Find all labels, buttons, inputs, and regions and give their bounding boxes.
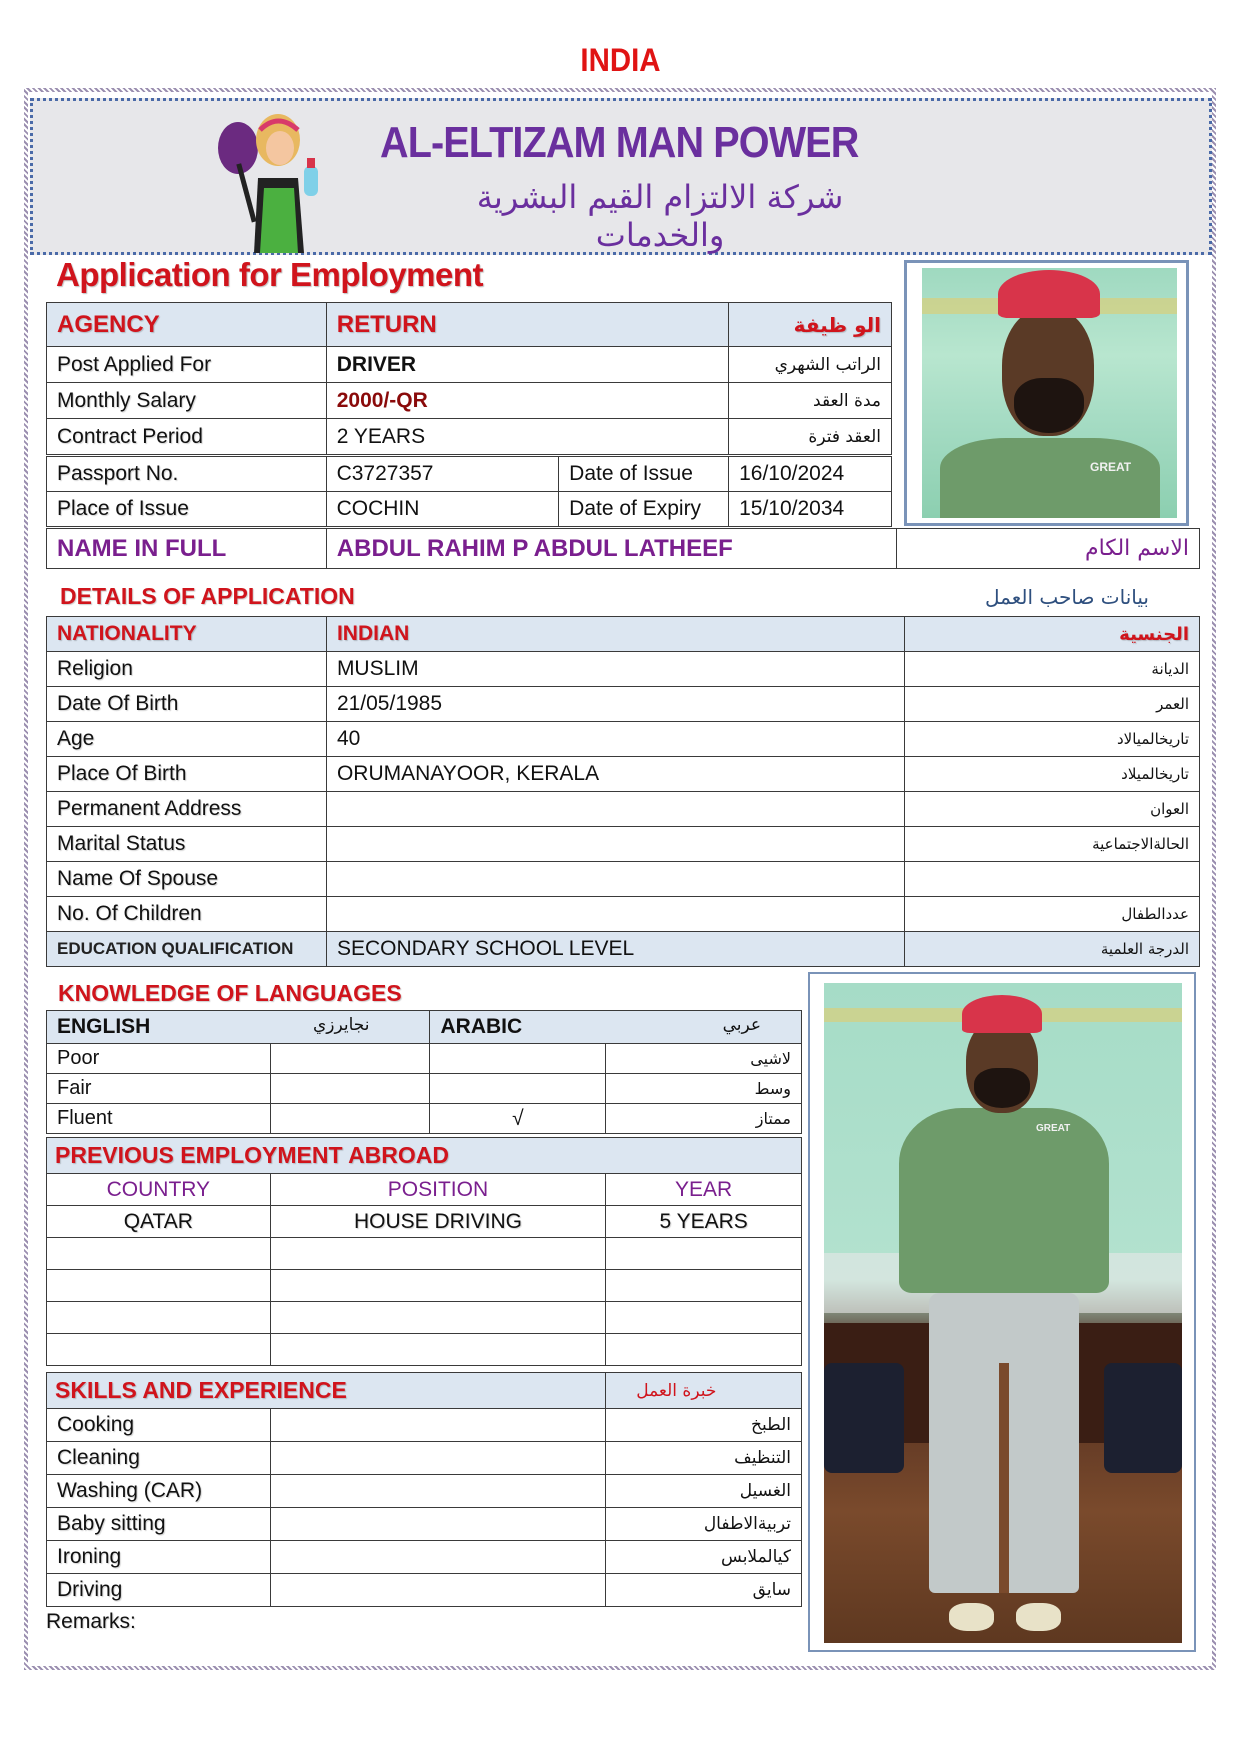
- place-of-birth-label: Place Of Birth: [47, 757, 327, 792]
- table-row: [47, 1206, 802, 1238]
- post-applied-label: Post Applied For: [47, 347, 327, 383]
- table-row: [47, 1541, 802, 1574]
- skill-ironing: Ironing: [47, 1541, 271, 1574]
- table-row: [47, 862, 1200, 897]
- education-label: EDUCATION QUALIFICATION: [47, 932, 327, 967]
- full-name-ar: الاسم الكام: [897, 529, 1200, 569]
- column-headers: [47, 1174, 802, 1206]
- table-row: [47, 687, 1200, 722]
- languages-table: [46, 1010, 802, 1134]
- skill-driving-ar: سايق: [606, 1574, 802, 1607]
- table-row: [47, 347, 892, 383]
- form-title: Application for Employment: [56, 256, 484, 293]
- address-ar: العوان: [905, 792, 1200, 827]
- post-applied-value: DRIVER: [326, 347, 728, 383]
- place-of-issue-label: Place of Issue: [47, 492, 327, 527]
- details-table: [46, 616, 1200, 967]
- table-row: [47, 419, 892, 455]
- skill-washing: Washing (CAR): [47, 1475, 271, 1508]
- english-poor-cell: [270, 1044, 430, 1074]
- english-fair-cell: [270, 1074, 430, 1104]
- arabic-label-ar: عربي: [722, 1015, 761, 1035]
- contract-period-label: Contract Period: [47, 419, 327, 455]
- place-of-birth-ar: تاريخالميلاد: [905, 757, 1200, 792]
- education-ar: الدرجة العلمية: [905, 932, 1200, 967]
- level-fair-ar: وسط: [606, 1074, 802, 1104]
- agency-row: [47, 303, 892, 347]
- table-row: [47, 1270, 802, 1302]
- company-name-en: AL-ELTIZAM MAN POWER: [380, 118, 859, 167]
- post-applied-ar: الراتب الشهري: [729, 347, 892, 383]
- table-row: [47, 1302, 802, 1334]
- religion-label: Religion: [47, 652, 327, 687]
- position-table: [46, 302, 892, 455]
- skill-baby-sitting-ar: تربيةالاطفال: [606, 1508, 802, 1541]
- children-label: No. Of Children: [47, 897, 327, 932]
- contract-period-ar: العقد فترة: [729, 419, 892, 455]
- skills-table: [46, 1372, 802, 1607]
- col-position: POSITION: [270, 1174, 606, 1206]
- country-title: INDIA: [580, 42, 661, 78]
- level-fair: Fair: [47, 1074, 271, 1104]
- shirt-text: GREAT: [1036, 1123, 1071, 1134]
- table-row: [47, 1104, 802, 1134]
- nationality-ar: الجنسية: [905, 617, 1200, 652]
- previous-employment-title: PREVIOUS EMPLOYMENT ABROAD: [47, 1138, 802, 1174]
- prev-position: HOUSE DRIVING: [270, 1206, 606, 1238]
- marital-status-ar: الحالةالاجتماعية: [905, 827, 1200, 862]
- table-row: [47, 492, 892, 527]
- table-row: [47, 1334, 802, 1366]
- children-ar: عددالطفال: [905, 897, 1200, 932]
- level-poor-ar: لاشيى: [606, 1044, 802, 1074]
- arabic-poor-cell: [430, 1044, 606, 1074]
- marital-status-value: [326, 827, 904, 862]
- address-value: [326, 792, 904, 827]
- skill-baby-sitting: Baby sitting: [47, 1508, 271, 1541]
- table-row: [47, 757, 1200, 792]
- salary-value: 2000/-QR: [326, 383, 728, 419]
- skill-ironing-ar: كيالملابس: [606, 1541, 802, 1574]
- issue-date-label: Date of Issue: [559, 457, 729, 492]
- agency-label-ar: الو ظيفة: [729, 303, 892, 347]
- full-body-photo: [824, 983, 1182, 1643]
- arabic-fair-cell: [430, 1074, 606, 1104]
- languages-section-title: KNOWLEDGE OF LANGUAGES: [58, 980, 402, 1006]
- maid-cartoon-logo-icon: [208, 108, 338, 258]
- skills-section-title: SKILLS AND EXPERIENCE: [47, 1373, 606, 1409]
- age-label: Age: [47, 722, 327, 757]
- table-row: [47, 529, 1200, 569]
- table-row: [47, 383, 892, 419]
- issue-date-value: 16/10/2024: [729, 457, 892, 492]
- table-row: [47, 1508, 802, 1541]
- spouse-name-value: [326, 862, 904, 897]
- table-row: [47, 457, 892, 492]
- level-fluent-ar: ممتاز: [606, 1104, 802, 1134]
- col-year: YEAR: [606, 1174, 802, 1206]
- marital-status-label: Marital Status: [47, 827, 327, 862]
- details-section-title-ar: بيانات صاحب العمل: [985, 585, 1149, 609]
- place-of-issue-value: COCHIN: [326, 492, 559, 527]
- skill-cooking: Cooking: [47, 1409, 271, 1442]
- salary-label: Monthly Salary: [47, 383, 327, 419]
- dob-label: Date Of Birth: [47, 687, 327, 722]
- nationality-value: INDIAN: [326, 617, 904, 652]
- table-row: [47, 722, 1200, 757]
- prev-year: 5 YEARS: [606, 1206, 802, 1238]
- spouse-name-ar: [905, 862, 1200, 897]
- religion-ar: الديانة: [905, 652, 1200, 687]
- education-row: [47, 932, 1200, 967]
- address-label: Permanent Address: [47, 792, 327, 827]
- spouse-name-label: Name Of Spouse: [47, 862, 327, 897]
- previous-employment-table: [46, 1137, 802, 1366]
- skill-cleaning-ar: التنظيف: [606, 1442, 802, 1475]
- place-of-birth-value: ORUMANAYOOR, KERALA: [326, 757, 904, 792]
- skills-section-title-ar: خبرة العمل: [606, 1373, 802, 1409]
- full-name-value: ABDUL RAHIM P ABDUL LATHEEF: [326, 529, 897, 569]
- table-row: [47, 1074, 802, 1104]
- col-country: COUNTRY: [47, 1174, 271, 1206]
- full-name-label: NAME IN FULL: [47, 529, 327, 569]
- nationality-label: NATIONALITY: [47, 617, 327, 652]
- contract-period-value: 2 YEARS: [326, 419, 728, 455]
- table-row: [47, 652, 1200, 687]
- nationality-row: [47, 617, 1200, 652]
- passport-table: [46, 456, 892, 527]
- table-row: [47, 1475, 802, 1508]
- table-row: [47, 1238, 802, 1270]
- dob-ar: العمر: [905, 687, 1200, 722]
- skill-cooking-ar: الطبخ: [606, 1409, 802, 1442]
- salary-ar: مدة العقد: [729, 383, 892, 419]
- english-label-ar: نجايرزي: [312, 1015, 370, 1035]
- expiry-date-value: 15/10/2034: [729, 492, 892, 527]
- skill-driving: Driving: [47, 1574, 271, 1607]
- agency-label: AGENCY: [47, 303, 327, 347]
- level-fluent: Fluent: [47, 1104, 271, 1134]
- company-name-ar: شركة الالتزام القيم البشرية والخدمات: [476, 178, 844, 254]
- details-section-title: DETAILS OF APPLICATION: [60, 583, 355, 609]
- education-value: SECONDARY SCHOOL LEVEL: [326, 932, 904, 967]
- level-poor: Poor: [47, 1044, 271, 1074]
- prev-country: QATAR: [47, 1206, 271, 1238]
- skill-cleaning: Cleaning: [47, 1442, 271, 1475]
- languages-header: [47, 1011, 802, 1044]
- full-name-table: [46, 528, 1200, 569]
- agency-value: RETURN: [326, 303, 728, 347]
- table-row: [47, 1574, 802, 1607]
- religion-value: MUSLIM: [326, 652, 904, 687]
- table-row: [47, 792, 1200, 827]
- age-ar: تاريخالميالاد: [905, 722, 1200, 757]
- table-row: [47, 897, 1200, 932]
- skill-washing-ar: الغسيل: [606, 1475, 802, 1508]
- passport-no-label: Passport No.: [47, 457, 327, 492]
- table-row: [47, 1409, 802, 1442]
- age-value: 40: [326, 722, 904, 757]
- shirt-text: GREAT: [1090, 460, 1132, 474]
- arabic-fluent-checkmark: √: [430, 1104, 606, 1134]
- remarks-label: Remarks:: [46, 1610, 136, 1633]
- arabic-label: ARABIC: [440, 1015, 523, 1038]
- passport-no-value: C3727357: [326, 457, 559, 492]
- table-row: [47, 827, 1200, 862]
- children-value: [326, 897, 904, 932]
- table-row: [47, 1442, 802, 1475]
- english-fluent-cell: [270, 1104, 430, 1134]
- dob-value: 21/05/1985: [326, 687, 904, 722]
- expiry-date-label: Date of Expiry: [559, 492, 729, 527]
- portrait-photo: [922, 268, 1177, 518]
- english-label: ENGLISH: [57, 1015, 151, 1038]
- table-row: [47, 1044, 802, 1074]
